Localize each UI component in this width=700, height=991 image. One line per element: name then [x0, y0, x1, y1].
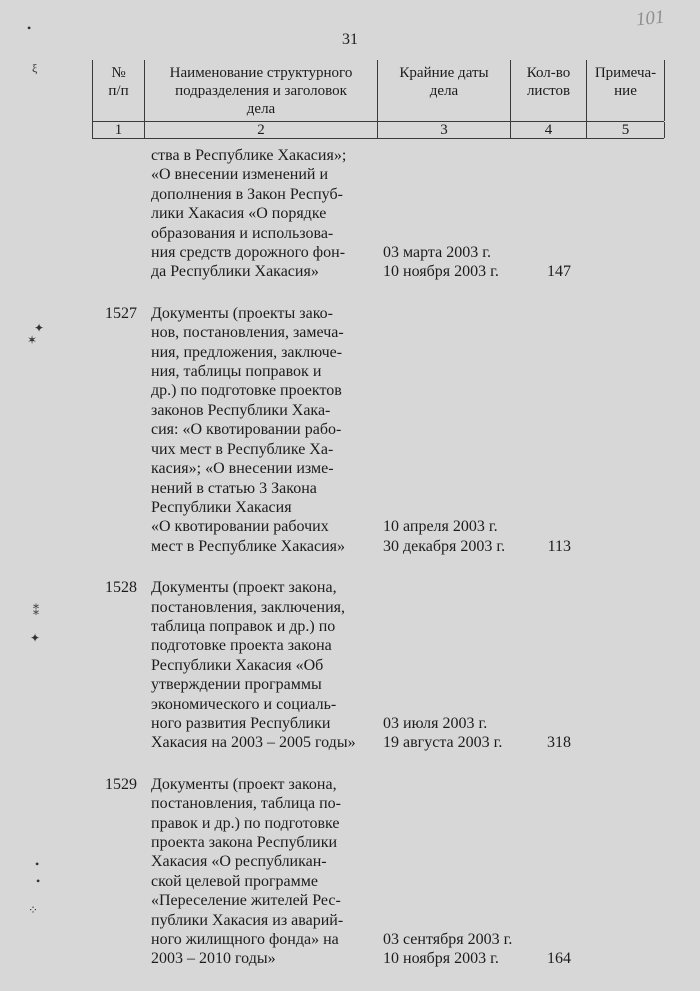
column-number: 3: [378, 122, 511, 138]
table-header: [92, 60, 664, 139]
entry-number: 1528: [105, 579, 137, 597]
entry-sheet-count: 147: [547, 263, 571, 281]
column-number-row: [92, 121, 664, 139]
table-row: [92, 304, 664, 556]
entry-dates: 03 сентября 2003 г. 10 ноября 2003 г.: [383, 931, 513, 968]
header-title-column: Наименование структурного подразделения и заголовок дела: [145, 60, 378, 121]
entry-notes: [586, 578, 664, 753]
column-number: 1: [93, 122, 145, 138]
archive-sheet-number: 101: [634, 6, 665, 31]
binding-mark: ξ: [32, 61, 38, 75]
header-dates-column: Крайние даты дела: [378, 60, 511, 121]
binding-mark: ⁑: [33, 604, 39, 618]
binding-mark: ✦: [30, 631, 41, 645]
binding-mark: •: [27, 21, 32, 35]
table-row: [92, 775, 664, 969]
binding-mark: ⁘: [28, 903, 39, 917]
binding-mark: •: [36, 874, 41, 888]
table-body: [92, 146, 664, 969]
entry-title: Документы (проект закона, постановления, заключения, таблица поправок и др.) по подготовке проекта закона Республики Хакасия «Об утверждении программы экономического и социаль- ного развития Республики Хакасия на 2003 – 2005 годы»: [151, 579, 356, 752]
column-number: 2: [145, 122, 378, 138]
page-number: 31: [342, 31, 358, 48]
entry-sheet-count: 113: [547, 537, 571, 555]
entry-number: [92, 146, 144, 282]
binding-mark: •: [35, 857, 40, 871]
entry-dates: 10 апреля 2003 г. 30 декабря 2003 г.: [383, 518, 506, 555]
entry-sheet-count: 164: [547, 950, 571, 968]
entry-notes: [586, 304, 664, 556]
binding-mark: ✦: [34, 321, 45, 335]
entry-title: Документы (проект закона, постановления, таблица по- правок и др.) по подготовке проекта закона Республики Хакасия «О республикан- ской целевой программе «Переселение жителей Рес- публики Хакасия из аварий- ного жилищного фонда» на 2003 – 2010 годы»: [151, 775, 344, 968]
table-row: [92, 146, 664, 282]
column-number: 5: [587, 122, 665, 138]
table-row: [92, 578, 664, 753]
entry-number: 1529: [105, 775, 137, 793]
header-number-column: № п/п: [93, 60, 145, 121]
header-notes-column: Примеча- ние: [587, 60, 665, 121]
entry-notes: [586, 146, 664, 282]
entry-title: ства в Республике Хакасия»; «О внесении изменений и дополнения в Закон Респуб- лики Хакасия «О порядке образования и использова- ния средств дорожного фон- да Республики Хакасия»: [151, 147, 347, 281]
entry-dates: 03 марта 2003 г. 10 ноября 2003 г.: [383, 244, 499, 281]
entry-number: 1527: [105, 304, 137, 322]
entry-sheet-count: 318: [547, 734, 571, 752]
header-sheets-column: Кол-во листов: [511, 60, 587, 121]
column-number: 4: [511, 122, 587, 138]
entry-dates: 03 июля 2003 г. 19 августа 2003 г.: [383, 714, 503, 752]
entry-title: Документы (проекты зако- нов, постановления, замеча- ния, предложения, заключе- ния, таблицы поправок и др.) по подготовке проектов законов Республики Хака- сия: «О квотировании рабо- чих мест в Республике Ха- касия»; «О внесении изме- нений в статью 3 Закона Республики Хакасия «О квотировании рабочих мест в Республике Хакасия»: [151, 304, 345, 555]
header-row: [92, 60, 664, 121]
binding-mark: ✶: [27, 333, 38, 347]
entry-notes: [586, 775, 664, 969]
